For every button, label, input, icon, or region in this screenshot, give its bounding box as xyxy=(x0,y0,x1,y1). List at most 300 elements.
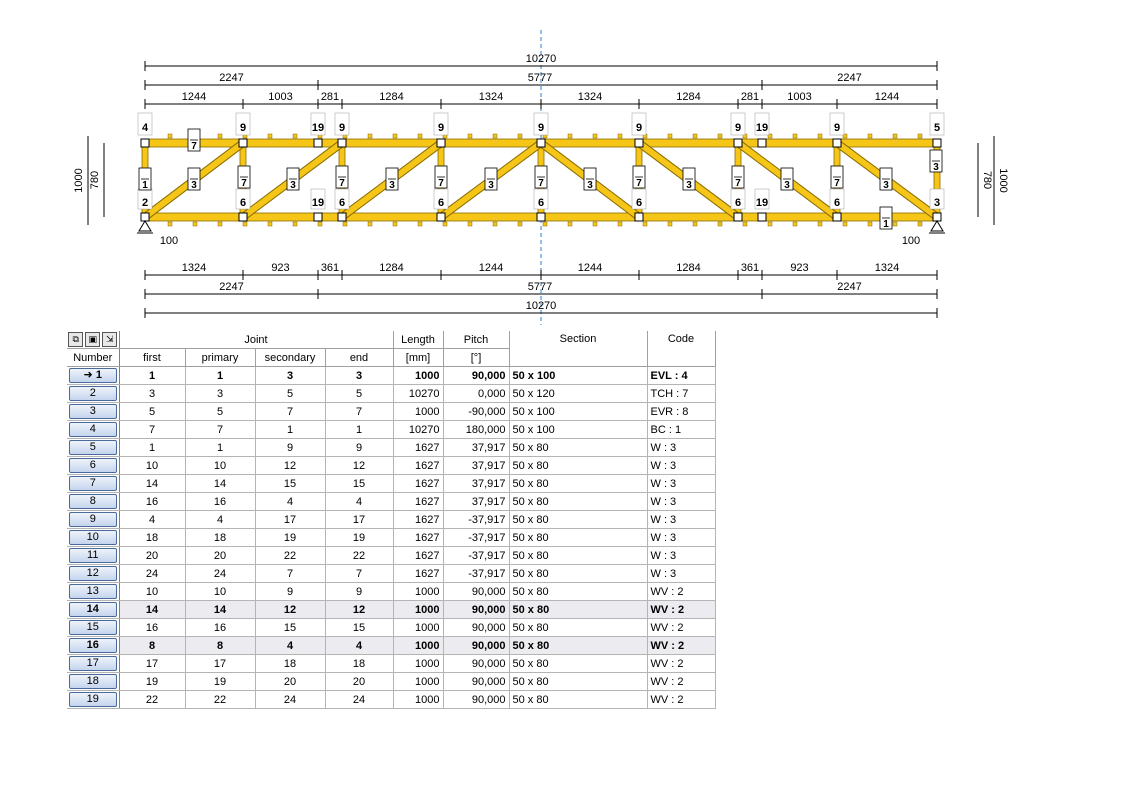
cell-pitch[interactable]: -90,000 xyxy=(443,403,509,421)
cell-primary[interactable]: 10 xyxy=(185,583,255,601)
cell-pitch[interactable]: 37,917 xyxy=(443,475,509,493)
support-offset-left-label: 100 xyxy=(159,235,179,247)
table-row[interactable] xyxy=(67,655,715,673)
cell-pitch[interactable]: 90,000 xyxy=(443,673,509,691)
row-header[interactable] xyxy=(67,385,119,403)
cell-secondary[interactable]: 7 xyxy=(255,403,325,421)
bottom-joint-node[interactable] xyxy=(635,213,643,221)
table-toolbar xyxy=(67,331,119,349)
cell-code[interactable]: WV : 2 xyxy=(647,691,715,709)
cell-pitch[interactable]: 90,000 xyxy=(443,655,509,673)
cell-section[interactable]: 50 x 80 xyxy=(509,691,647,709)
row-number-button[interactable]: 4 xyxy=(69,422,117,437)
cell-pitch[interactable]: 37,917 xyxy=(443,439,509,457)
cell-end[interactable]: 22 xyxy=(325,547,393,565)
nail-plate-mark xyxy=(743,222,747,226)
nail-plate-mark xyxy=(668,222,672,226)
cell-end[interactable]: 9 xyxy=(325,583,393,601)
cell-first[interactable]: 14 xyxy=(119,601,185,619)
top-joint-node[interactable] xyxy=(833,139,841,147)
cell-end[interactable]: 15 xyxy=(325,619,393,637)
cell-end[interactable]: 18 xyxy=(325,655,393,673)
cell-pitch[interactable]: 90,000 xyxy=(443,637,509,655)
top-joint-node[interactable] xyxy=(734,139,742,147)
cell-section[interactable]: 50 x 80 xyxy=(509,565,647,583)
cell-pitch[interactable]: -37,917 xyxy=(443,565,509,583)
nail-plate-mark xyxy=(618,222,622,226)
row-number-button[interactable]: 11 xyxy=(69,548,117,563)
table-row[interactable] xyxy=(67,673,715,691)
cell-secondary[interactable]: 18 xyxy=(255,655,325,673)
row-number-button[interactable]: 10 xyxy=(69,530,117,545)
header-length[interactable]: Length xyxy=(393,331,443,349)
row-header[interactable] xyxy=(67,493,119,511)
row-header[interactable] xyxy=(67,619,119,637)
top-joint-dimension-label: 1003 xyxy=(268,91,293,103)
cell-end[interactable]: 20 xyxy=(325,673,393,691)
row-number-button[interactable]: 17 xyxy=(69,656,117,671)
row-header[interactable] xyxy=(67,565,119,583)
cell-secondary[interactable]: 22 xyxy=(255,547,325,565)
top-joint-node[interactable] xyxy=(141,139,149,147)
nail-plate-mark xyxy=(718,134,722,138)
cell-end[interactable]: 12 xyxy=(325,601,393,619)
paste-icon[interactable]: ▣ xyxy=(85,332,100,347)
cell-primary[interactable]: 19 xyxy=(185,673,255,691)
cell-primary[interactable]: 16 xyxy=(185,493,255,511)
cell-length[interactable]: 1000 xyxy=(393,583,443,601)
header-first[interactable]: first xyxy=(119,349,185,367)
cell-code[interactable]: EVR : 8 xyxy=(647,403,715,421)
nail-plate-mark xyxy=(168,134,172,138)
cell-primary[interactable]: 4 xyxy=(185,511,255,529)
cell-length[interactable]: 1000 xyxy=(393,601,443,619)
header-joint[interactable]: Joint xyxy=(119,331,393,349)
row-number-button[interactable]: 19 xyxy=(69,692,117,707)
top-joint-node[interactable] xyxy=(314,139,322,147)
cell-pitch[interactable]: -37,917 xyxy=(443,547,509,565)
cell-end[interactable]: 4 xyxy=(325,637,393,655)
cell-pitch[interactable]: -37,917 xyxy=(443,529,509,547)
cell-end[interactable]: 7 xyxy=(325,403,393,421)
cell-code[interactable]: W : 3 xyxy=(647,529,715,547)
table-row[interactable] xyxy=(67,439,715,457)
cell-end[interactable]: 12 xyxy=(325,457,393,475)
export-icon[interactable]: ⇲ xyxy=(102,332,117,347)
cell-end[interactable]: 9 xyxy=(325,439,393,457)
row-header[interactable] xyxy=(67,439,119,457)
bottom-joint-node[interactable] xyxy=(314,213,322,221)
cell-code[interactable]: W : 3 xyxy=(647,511,715,529)
cell-code[interactable]: BC : 1 xyxy=(647,421,715,439)
cell-primary[interactable]: 18 xyxy=(185,529,255,547)
nail-plate-mark xyxy=(643,222,647,226)
cell-code[interactable]: WV : 2 xyxy=(647,583,715,601)
table-row[interactable] xyxy=(67,619,715,637)
cell-length[interactable]: 1000 xyxy=(393,403,443,421)
bottom-joint-label: 2 xyxy=(141,197,149,209)
cell-length[interactable]: 1000 xyxy=(393,655,443,673)
row-number-button[interactable]: 12 xyxy=(69,566,117,581)
cell-code[interactable]: TCH : 7 xyxy=(647,385,715,403)
cell-secondary[interactable]: 4 xyxy=(255,637,325,655)
cell-primary[interactable]: 5 xyxy=(185,403,255,421)
bottom-joint-node[interactable] xyxy=(141,213,149,221)
row-number-button[interactable]: 16 xyxy=(69,638,117,653)
cell-secondary[interactable]: 12 xyxy=(255,457,325,475)
bottom-joint-label: 6 xyxy=(338,197,346,209)
cell-pitch[interactable]: 37,917 xyxy=(443,493,509,511)
nail-plate-mark xyxy=(768,222,772,226)
table-row[interactable] xyxy=(67,385,715,403)
nail-plate-mark xyxy=(418,134,422,138)
table-row[interactable] xyxy=(67,421,715,439)
cell-section[interactable]: 50 x 80 xyxy=(509,673,647,691)
cell-first[interactable]: 1 xyxy=(119,367,185,385)
bottom-joint-node[interactable] xyxy=(338,213,346,221)
cell-primary[interactable]: 3 xyxy=(185,385,255,403)
cell-pitch[interactable]: 37,917 xyxy=(443,457,509,475)
nail-plate-mark xyxy=(568,134,572,138)
cell-first[interactable]: 24 xyxy=(119,565,185,583)
bottom-joint-label: 6 xyxy=(833,197,841,209)
cell-pitch[interactable]: 180,000 xyxy=(443,421,509,439)
cell-section[interactable]: 50 x 100 xyxy=(509,403,647,421)
header-secondary[interactable]: secondary xyxy=(255,349,325,367)
cell-first[interactable]: 3 xyxy=(119,385,185,403)
cell-length[interactable]: 1627 xyxy=(393,439,443,457)
row-header[interactable] xyxy=(67,637,119,655)
cell-pitch[interactable]: 90,000 xyxy=(443,583,509,601)
cell-code[interactable]: EVL : 4 xyxy=(647,367,715,385)
top-segment-dimension-label: 5777 xyxy=(527,72,553,84)
bottom-joint-dimension-label: 1324 xyxy=(181,262,207,274)
cell-first[interactable]: 17 xyxy=(119,655,185,673)
cell-secondary[interactable]: 3 xyxy=(255,367,325,385)
bottom-joint-node[interactable] xyxy=(239,213,247,221)
cell-primary[interactable]: 1 xyxy=(185,367,255,385)
row-number-button[interactable]: 3 xyxy=(69,404,117,419)
cell-first[interactable]: 16 xyxy=(119,493,185,511)
cell-length[interactable]: 10270 xyxy=(393,385,443,403)
cell-secondary[interactable]: 19 xyxy=(255,529,325,547)
cell-length[interactable]: 1627 xyxy=(393,493,443,511)
cell-length[interactable]: 1627 xyxy=(393,565,443,583)
height-outer-left-label: 1000 xyxy=(73,168,85,193)
cell-primary[interactable]: 16 xyxy=(185,619,255,637)
bottom-joint-node[interactable] xyxy=(758,213,766,221)
cell-pitch[interactable]: -37,917 xyxy=(443,511,509,529)
cell-secondary[interactable]: 17 xyxy=(255,511,325,529)
top-joint-node[interactable] xyxy=(933,139,941,147)
cell-secondary[interactable]: 20 xyxy=(255,673,325,691)
cell-primary[interactable]: 14 xyxy=(185,601,255,619)
cell-code[interactable]: W : 3 xyxy=(647,475,715,493)
cell-secondary[interactable]: 5 xyxy=(255,385,325,403)
table-row[interactable] xyxy=(67,565,715,583)
cell-primary[interactable]: 17 xyxy=(185,655,255,673)
row-number-button[interactable]: 13 xyxy=(69,584,117,599)
top-joint-node[interactable] xyxy=(437,139,445,147)
bottom-joint-node[interactable] xyxy=(537,213,545,221)
member-tag-label: 7 xyxy=(834,178,840,189)
row-number-button[interactable]: ➜ 1 xyxy=(69,368,117,383)
nail-plate-mark xyxy=(318,222,322,226)
bottom-joint-label: 6 xyxy=(537,197,545,209)
cell-primary[interactable]: 10 xyxy=(185,457,255,475)
table-row[interactable] xyxy=(67,637,715,655)
row-number-button[interactable]: 9 xyxy=(69,512,117,527)
cell-secondary[interactable]: 9 xyxy=(255,583,325,601)
nail-plate-mark xyxy=(293,134,297,138)
member-tag-label: 3 xyxy=(933,162,939,173)
cell-section[interactable]: 50 x 80 xyxy=(509,439,647,457)
cell-first[interactable]: 8 xyxy=(119,637,185,655)
cell-length[interactable]: 1627 xyxy=(393,547,443,565)
cell-section[interactable]: 50 x 80 xyxy=(509,529,647,547)
top-joint-node[interactable] xyxy=(239,139,247,147)
row-header[interactable] xyxy=(67,421,119,439)
table-row[interactable] xyxy=(67,403,715,421)
cell-code[interactable]: WV : 2 xyxy=(647,655,715,673)
cell-secondary[interactable]: 24 xyxy=(255,691,325,709)
cell-end[interactable]: 4 xyxy=(325,493,393,511)
cell-secondary[interactable]: 1 xyxy=(255,421,325,439)
row-number-button[interactable]: 8 xyxy=(69,494,117,509)
cell-length[interactable]: 1627 xyxy=(393,529,443,547)
row-number-button[interactable]: 14 xyxy=(69,602,117,617)
member-tag-label: 3 xyxy=(784,180,790,191)
table-row[interactable] xyxy=(67,511,715,529)
top-joint-node[interactable] xyxy=(338,139,346,147)
cell-pitch[interactable]: 90,000 xyxy=(443,619,509,637)
row-header[interactable] xyxy=(67,547,119,565)
cell-first[interactable]: 1 xyxy=(119,439,185,457)
table-row[interactable] xyxy=(67,529,715,547)
cell-end[interactable]: 15 xyxy=(325,475,393,493)
table-row[interactable] xyxy=(67,547,715,565)
cell-section[interactable]: 50 x 80 xyxy=(509,475,647,493)
cell-code[interactable]: W : 3 xyxy=(647,547,715,565)
row-header[interactable] xyxy=(67,673,119,691)
cell-section[interactable]: 50 x 80 xyxy=(509,493,647,511)
table-row[interactable] xyxy=(67,691,715,709)
cell-first[interactable]: 4 xyxy=(119,511,185,529)
row-number-button[interactable]: 15 xyxy=(69,620,117,635)
table-row[interactable] xyxy=(67,457,715,475)
table-row[interactable] xyxy=(67,583,715,601)
height-inner-left-label: 780 xyxy=(89,170,101,190)
cell-section[interactable]: 50 x 80 xyxy=(509,637,647,655)
row-header[interactable] xyxy=(67,655,119,673)
row-header[interactable] xyxy=(67,583,119,601)
header-number[interactable]: Number xyxy=(67,349,119,367)
header-pitch[interactable]: Pitch xyxy=(443,331,509,349)
nail-plate-mark xyxy=(393,222,397,226)
cell-end[interactable]: 19 xyxy=(325,529,393,547)
cell-code[interactable]: W : 3 xyxy=(647,457,715,475)
row-number-button[interactable]: 6 xyxy=(69,458,117,473)
table-row[interactable] xyxy=(67,367,715,385)
cell-first[interactable]: 20 xyxy=(119,547,185,565)
nail-plate-mark xyxy=(193,222,197,226)
cell-first[interactable]: 10 xyxy=(119,457,185,475)
cell-code[interactable]: WV : 2 xyxy=(647,673,715,691)
table-row[interactable] xyxy=(67,601,715,619)
nail-plate-mark xyxy=(543,222,547,226)
cell-section[interactable]: 50 x 80 xyxy=(509,511,647,529)
cell-primary[interactable]: 14 xyxy=(185,475,255,493)
nail-plate-mark xyxy=(368,134,372,138)
cell-length[interactable]: 1000 xyxy=(393,367,443,385)
bottom-joint-label: 19 xyxy=(755,197,769,209)
members-table xyxy=(67,331,716,709)
cell-first[interactable]: 18 xyxy=(119,529,185,547)
header-end[interactable]: end xyxy=(325,349,393,367)
header-code[interactable]: Code xyxy=(647,331,715,367)
bottom-joint-node[interactable] xyxy=(734,213,742,221)
cell-end[interactable]: 7 xyxy=(325,565,393,583)
cell-secondary[interactable]: 7 xyxy=(255,565,325,583)
cell-code[interactable]: W : 3 xyxy=(647,439,715,457)
row-header[interactable] xyxy=(67,475,119,493)
row-header[interactable] xyxy=(67,529,119,547)
bottom-joint-label: 6 xyxy=(635,197,643,209)
nail-plate-mark xyxy=(818,222,822,226)
truss-drawing[interactable] xyxy=(0,0,1130,325)
cell-section[interactable]: 50 x 100 xyxy=(509,367,647,385)
cell-first[interactable]: 14 xyxy=(119,475,185,493)
top-joint-node[interactable] xyxy=(537,139,545,147)
cell-section[interactable]: 50 x 120 xyxy=(509,385,647,403)
bottom-joint-label: 3 xyxy=(933,197,941,209)
cell-length[interactable]: 1000 xyxy=(393,673,443,691)
cell-end[interactable]: 1 xyxy=(325,421,393,439)
cell-first[interactable]: 22 xyxy=(119,691,185,709)
cell-length[interactable]: 1627 xyxy=(393,457,443,475)
cell-code[interactable]: WV : 2 xyxy=(647,637,715,655)
cell-first[interactable]: 19 xyxy=(119,673,185,691)
cell-code[interactable]: WV : 2 xyxy=(647,619,715,637)
top-joint-dimension-label: 1244 xyxy=(874,91,900,103)
cell-primary[interactable]: 7 xyxy=(185,421,255,439)
cell-length[interactable]: 1000 xyxy=(393,619,443,637)
nail-plate-mark xyxy=(393,134,397,138)
cell-first[interactable]: 7 xyxy=(119,421,185,439)
row-header[interactable] xyxy=(67,403,119,421)
top-segment-dimension-label: 2247 xyxy=(837,72,862,84)
member-tag-label: 7 xyxy=(735,178,741,189)
table-row[interactable] xyxy=(67,475,715,493)
top-joint-dimension-label: 1284 xyxy=(379,91,404,103)
row-header[interactable] xyxy=(67,367,119,385)
cell-end[interactable]: 24 xyxy=(325,691,393,709)
top-joint-label: 9 xyxy=(437,122,445,134)
cell-section[interactable]: 50 x 80 xyxy=(509,619,647,637)
cell-secondary[interactable]: 15 xyxy=(255,475,325,493)
cell-length[interactable]: 1627 xyxy=(393,511,443,529)
cell-secondary[interactable]: 9 xyxy=(255,439,325,457)
row-header[interactable] xyxy=(67,511,119,529)
nail-plate-mark xyxy=(843,222,847,226)
bottom-joint-node[interactable] xyxy=(833,213,841,221)
cell-section[interactable]: 50 x 80 xyxy=(509,547,647,565)
cell-code[interactable]: W : 3 xyxy=(647,565,715,583)
cell-secondary[interactable]: 4 xyxy=(255,493,325,511)
header-primary[interactable]: primary xyxy=(185,349,255,367)
top-joint-label: 9 xyxy=(734,122,742,134)
cell-section[interactable]: 50 x 80 xyxy=(509,583,647,601)
member-tag-label: 3 xyxy=(587,180,593,191)
row-number-button[interactable]: 2 xyxy=(69,386,117,401)
row-number-button[interactable]: 7 xyxy=(69,476,117,491)
cell-primary[interactable]: 22 xyxy=(185,691,255,709)
top-joint-node[interactable] xyxy=(758,139,766,147)
member-tag-label: 3 xyxy=(883,180,889,191)
cell-section[interactable]: 50 x 80 xyxy=(509,655,647,673)
top-joint-node[interactable] xyxy=(635,139,643,147)
header-section[interactable]: Section xyxy=(509,331,647,367)
cell-first[interactable]: 10 xyxy=(119,583,185,601)
cell-end[interactable]: 3 xyxy=(325,367,393,385)
top-joint-dimension-label: 1284 xyxy=(676,91,701,103)
copy-icon[interactable]: ⧉ xyxy=(68,332,83,347)
table-row[interactable] xyxy=(67,493,715,511)
row-header[interactable] xyxy=(67,691,119,709)
cell-section[interactable]: 50 x 80 xyxy=(509,457,647,475)
header-length-unit: [mm] xyxy=(393,349,443,367)
cell-length[interactable]: 1627 xyxy=(393,475,443,493)
cell-first[interactable]: 5 xyxy=(119,403,185,421)
top-joint-label: 9 xyxy=(833,122,841,134)
bottom-joint-dimension-label: 923 xyxy=(271,262,290,274)
cell-secondary[interactable]: 15 xyxy=(255,619,325,637)
cell-first[interactable]: 16 xyxy=(119,619,185,637)
cell-primary[interactable]: 8 xyxy=(185,637,255,655)
row-header[interactable] xyxy=(67,457,119,475)
bottom-joint-node[interactable] xyxy=(933,213,941,221)
cell-primary[interactable]: 24 xyxy=(185,565,255,583)
row-number-button[interactable]: 18 xyxy=(69,674,117,689)
nail-plate-mark xyxy=(893,134,897,138)
cell-code[interactable]: WV : 2 xyxy=(647,601,715,619)
cell-secondary[interactable]: 12 xyxy=(255,601,325,619)
top-joint-label: 9 xyxy=(635,122,643,134)
bottom-joint-label: 6 xyxy=(239,197,247,209)
cell-pitch[interactable]: 90,000 xyxy=(443,691,509,709)
support-offset-right-label: 100 xyxy=(901,235,921,247)
cell-code[interactable]: W : 3 xyxy=(647,493,715,511)
row-header[interactable] xyxy=(67,601,119,619)
cell-end[interactable]: 5 xyxy=(325,385,393,403)
cell-section[interactable]: 50 x 100 xyxy=(509,421,647,439)
cell-end[interactable]: 17 xyxy=(325,511,393,529)
cell-length[interactable]: 1000 xyxy=(393,637,443,655)
overall-length-label: 10270 xyxy=(525,53,557,65)
nail-plate-mark xyxy=(568,222,572,226)
cell-pitch[interactable]: 0,000 xyxy=(443,385,509,403)
row-number-button[interactable]: 5 xyxy=(69,440,117,455)
bottom-joint-node[interactable] xyxy=(437,213,445,221)
cell-primary[interactable]: 20 xyxy=(185,547,255,565)
cell-section[interactable]: 50 x 80 xyxy=(509,601,647,619)
cell-length[interactable]: 10270 xyxy=(393,421,443,439)
cell-primary[interactable]: 1 xyxy=(185,439,255,457)
cell-pitch[interactable]: 90,000 xyxy=(443,601,509,619)
bottom-joint-dimension-label: 1284 xyxy=(676,262,701,274)
cell-length[interactable]: 1000 xyxy=(393,691,443,709)
cell-pitch[interactable]: 90,000 xyxy=(443,367,509,385)
